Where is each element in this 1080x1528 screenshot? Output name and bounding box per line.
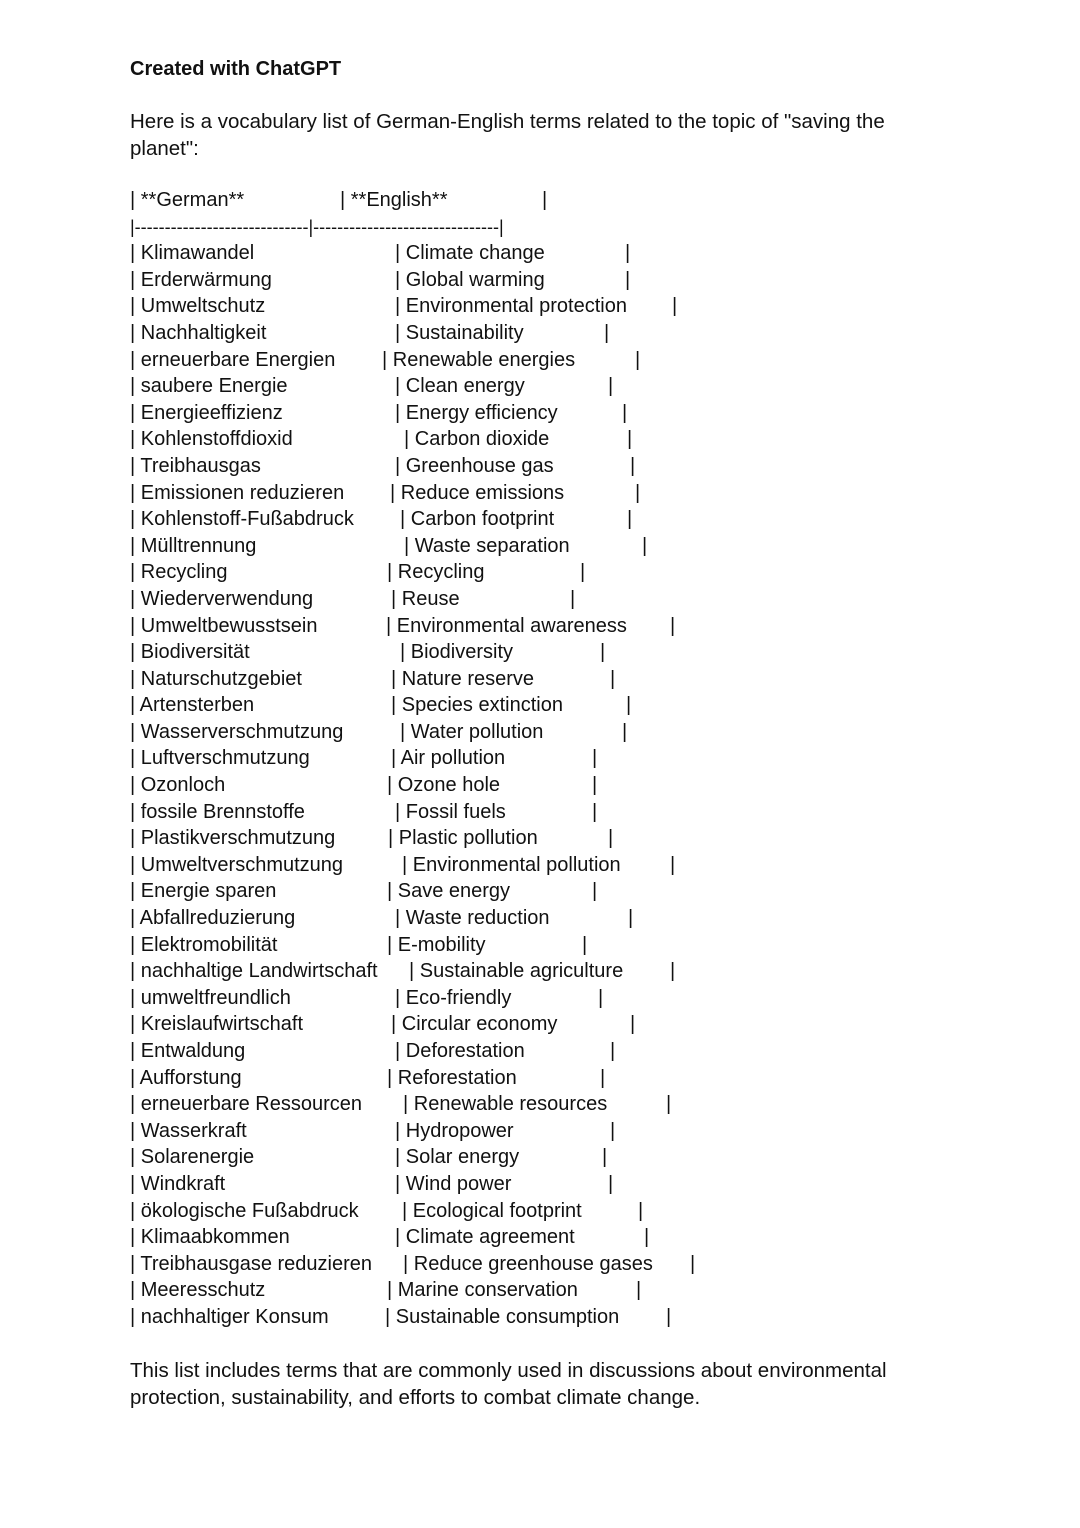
- row-end-pipe: |: [622, 401, 628, 424]
- german-term: | Kohlenstoff-Fußabdruck: [130, 508, 354, 531]
- table-row: [130, 772, 750, 799]
- english-term: | Waste reduction: [395, 907, 550, 930]
- german-term: | Umweltverschmutzung: [130, 853, 344, 876]
- german-term: | Abfallreduzierung: [130, 907, 296, 930]
- table-row: [130, 878, 750, 905]
- english-term: | Climate change: [395, 242, 545, 265]
- english-term: | Clean energy: [395, 375, 525, 398]
- german-term: | Biodiversität: [130, 641, 250, 664]
- english-term: | Ozone hole: [387, 774, 501, 797]
- german-term: | Umweltbewusstsein: [130, 614, 318, 637]
- english-term: | Ecological footprint: [402, 1199, 582, 1222]
- row-end-pipe: |: [628, 907, 634, 930]
- german-term: | Mülltrennung: [130, 534, 257, 557]
- table-row: [130, 1277, 750, 1304]
- german-term: | Elektromobilität: [130, 933, 278, 956]
- english-term: | Fossil fuels: [395, 800, 506, 823]
- english-term: | Environmental pollution: [402, 853, 621, 876]
- english-term: | Reuse: [391, 587, 460, 610]
- table-row: [130, 293, 750, 320]
- english-term: | Reforestation: [387, 1066, 517, 1089]
- german-term: | Kreislaufwirtschaft: [130, 1013, 304, 1036]
- table-row: [130, 692, 750, 719]
- table-row: [130, 719, 750, 746]
- row-end-pipe: |: [592, 774, 598, 797]
- table-row: [130, 400, 750, 427]
- table-row: [130, 799, 750, 826]
- english-term: | Renewable resources: [403, 1093, 608, 1116]
- german-term: | nachhaltiger Konsum: [130, 1305, 329, 1328]
- row-end-pipe: |: [592, 747, 598, 770]
- table-row: [130, 613, 750, 640]
- table-row: [130, 320, 750, 347]
- german-term: | Ozonloch: [130, 774, 226, 797]
- row-end-pipe: |: [627, 508, 633, 531]
- german-term: | Aufforstung: [130, 1066, 242, 1089]
- german-term: | saubere Energie: [130, 375, 288, 398]
- german-term: | Emissionen reduzieren: [130, 481, 345, 504]
- header-german: | **German**: [130, 189, 245, 211]
- english-term: | Biodiversity: [400, 641, 514, 664]
- table-row: [130, 1198, 750, 1225]
- table-row: [130, 373, 750, 400]
- table-row: [130, 586, 750, 613]
- row-end-pipe: |: [636, 1279, 642, 1302]
- row-end-pipe: |: [602, 1146, 608, 1169]
- row-end-pipe: |: [592, 800, 598, 823]
- german-term: | ökologische Fußabdruck: [130, 1199, 359, 1222]
- english-term: | Climate agreement: [395, 1226, 575, 1249]
- table-row: [130, 666, 750, 693]
- row-end-pipe: |: [627, 428, 633, 451]
- row-end-pipe: |: [670, 853, 676, 876]
- table-row: [130, 267, 750, 294]
- english-term: | Environmental awareness: [386, 614, 627, 637]
- english-term: | Energy efficiency: [395, 401, 558, 424]
- table-row: [130, 745, 750, 772]
- header-end-pipe: |: [542, 189, 548, 211]
- header-english: | **English**: [340, 189, 448, 211]
- table-row: [130, 533, 750, 560]
- german-term: | Klimaabkommen: [130, 1226, 290, 1249]
- table-row: [130, 985, 750, 1012]
- row-end-pipe: |: [638, 1199, 644, 1222]
- german-term: | Treibhausgase reduzieren: [130, 1252, 373, 1275]
- table-row: [130, 905, 750, 932]
- table-row: [130, 1171, 750, 1198]
- row-end-pipe: |: [670, 960, 676, 983]
- german-term: | Solarenergie: [130, 1146, 255, 1169]
- intro-paragraph: Here is a vocabulary list of German-English terms related to the topic of "saving the planet":: [130, 110, 885, 160]
- table-separator: |-----------------------------|-------------------------------|: [130, 216, 504, 237]
- row-end-pipe: |: [622, 720, 628, 743]
- row-end-pipe: |: [598, 986, 604, 1009]
- german-term: | erneuerbare Energien: [130, 348, 336, 371]
- table-row: [130, 1118, 750, 1145]
- german-term: | Kohlenstoffdioxid: [130, 428, 293, 451]
- table-row: [130, 347, 750, 374]
- outro-paragraph: This list includes terms that are commonly used in discussions about environmental protection, sustainability, and efforts to combat climate change.: [130, 1359, 887, 1409]
- row-end-pipe: |: [670, 614, 676, 637]
- english-term: | Save energy: [387, 880, 511, 903]
- row-end-pipe: |: [672, 295, 678, 318]
- german-term: | nachhaltige Landwirtschaft: [130, 960, 378, 983]
- german-term: | Naturschutzgebiet: [130, 667, 302, 690]
- row-end-pipe: |: [608, 1172, 614, 1195]
- english-term: | Deforestation: [395, 1040, 525, 1062]
- english-term: | Waste separation: [404, 534, 570, 557]
- table-row: [130, 240, 750, 267]
- german-term: | Recycling: [130, 561, 228, 584]
- row-end-pipe: |: [644, 1226, 650, 1249]
- english-term: | Sustainable agriculture: [409, 960, 624, 983]
- english-term: | Reduce emissions: [390, 481, 565, 504]
- english-term: | Circular economy: [391, 1013, 558, 1036]
- english-term: | Sustainable consumption: [385, 1305, 620, 1328]
- german-term: | Nachhaltigkeit: [130, 321, 267, 344]
- german-term: | erneuerbare Ressourcen: [130, 1093, 362, 1116]
- row-end-pipe: |: [630, 1013, 636, 1036]
- english-term: | Nature reserve: [391, 667, 535, 690]
- table-row: [130, 453, 750, 480]
- english-term: | Carbon footprint: [400, 508, 555, 531]
- english-term: | Wind power: [395, 1172, 512, 1195]
- english-term: | Sustainability: [395, 321, 524, 344]
- german-term: | Erderwärmung: [130, 268, 272, 291]
- page-heading: Created with ChatGPT: [130, 58, 342, 80]
- row-end-pipe: |: [630, 454, 636, 477]
- german-term: | Klimawandel: [130, 242, 255, 265]
- row-end-pipe: |: [610, 1119, 616, 1142]
- row-end-pipe: |: [592, 880, 598, 903]
- table-row: [130, 426, 750, 453]
- row-end-pipe: |: [635, 481, 641, 504]
- german-term: | Entwaldung: [130, 1040, 246, 1062]
- row-end-pipe: |: [625, 242, 631, 265]
- english-term: | Plastic pollution: [388, 827, 538, 850]
- german-term: | Windkraft: [130, 1172, 226, 1195]
- table-row: [130, 506, 750, 533]
- row-end-pipe: |: [580, 561, 586, 584]
- row-end-pipe: |: [666, 1093, 672, 1116]
- english-term: | Marine conservation: [387, 1279, 578, 1302]
- german-term: | Energieeffizienz: [130, 401, 283, 424]
- table-header-row: [130, 187, 750, 214]
- row-end-pipe: |: [610, 1040, 616, 1062]
- english-term: | Air pollution: [391, 747, 506, 770]
- row-end-pipe: |: [570, 587, 576, 610]
- table-row: [130, 559, 750, 586]
- german-term: | Meeresschutz: [130, 1279, 266, 1302]
- english-term: | Carbon dioxide: [404, 428, 550, 451]
- english-term: | Hydropower: [395, 1119, 514, 1142]
- row-end-pipe: |: [600, 641, 606, 664]
- table-row: [130, 1011, 750, 1038]
- table-row: [130, 1038, 750, 1065]
- table-row: [130, 1251, 750, 1278]
- german-term: | Wasserverschmutzung: [130, 720, 344, 743]
- german-term: | Wiederverwendung: [130, 587, 314, 610]
- table-row: [130, 480, 750, 507]
- row-end-pipe: |: [625, 268, 631, 291]
- vocabulary-table: [130, 187, 750, 1331]
- table-row: [130, 958, 750, 985]
- table-row: [130, 1304, 750, 1331]
- row-end-pipe: |: [610, 667, 616, 690]
- row-end-pipe: |: [635, 348, 641, 371]
- table-row: [130, 852, 750, 879]
- english-term: | Reduce greenhouse gases: [403, 1252, 653, 1275]
- german-term: | Wasserkraft: [130, 1119, 247, 1142]
- english-term: | Renewable energies: [382, 348, 576, 371]
- table-row: [130, 1091, 750, 1118]
- row-end-pipe: |: [600, 1066, 606, 1089]
- german-term: | Umweltschutz: [130, 295, 266, 318]
- german-term: | Energie sparen: [130, 880, 277, 903]
- row-end-pipe: |: [666, 1305, 672, 1328]
- german-term: | Plastikverschmutzung: [130, 827, 336, 850]
- german-term: | fossile Brennstoffe: [130, 800, 305, 823]
- english-term: | Recycling: [387, 561, 485, 584]
- german-term: | Artensterben: [130, 694, 255, 717]
- row-end-pipe: |: [690, 1252, 696, 1275]
- english-term: | Global warming: [395, 268, 545, 291]
- english-term: | Environmental protection: [395, 295, 627, 318]
- german-term: | Luftverschmutzung: [130, 747, 310, 770]
- english-term: | Water pollution: [400, 720, 544, 743]
- row-end-pipe: |: [608, 827, 614, 850]
- english-term: | Solar energy: [395, 1146, 520, 1169]
- german-term: | umweltfreundlich: [130, 986, 291, 1009]
- english-term: | Species extinction: [391, 694, 563, 717]
- table-row: [130, 1144, 750, 1171]
- table-row: [130, 1224, 750, 1251]
- english-term: | Eco-friendly: [395, 986, 512, 1009]
- row-end-pipe: |: [608, 375, 614, 398]
- table-row: [130, 932, 750, 959]
- table-row: [130, 825, 750, 852]
- row-end-pipe: |: [604, 321, 610, 344]
- row-end-pipe: |: [642, 534, 648, 557]
- row-end-pipe: |: [626, 694, 632, 717]
- english-term: | Greenhouse gas: [395, 454, 554, 477]
- german-term: | Treibhausgas: [130, 454, 261, 477]
- row-end-pipe: |: [582, 933, 588, 956]
- table-row: [130, 639, 750, 666]
- table-row: [130, 1065, 750, 1092]
- english-term: | E-mobility: [387, 933, 486, 956]
